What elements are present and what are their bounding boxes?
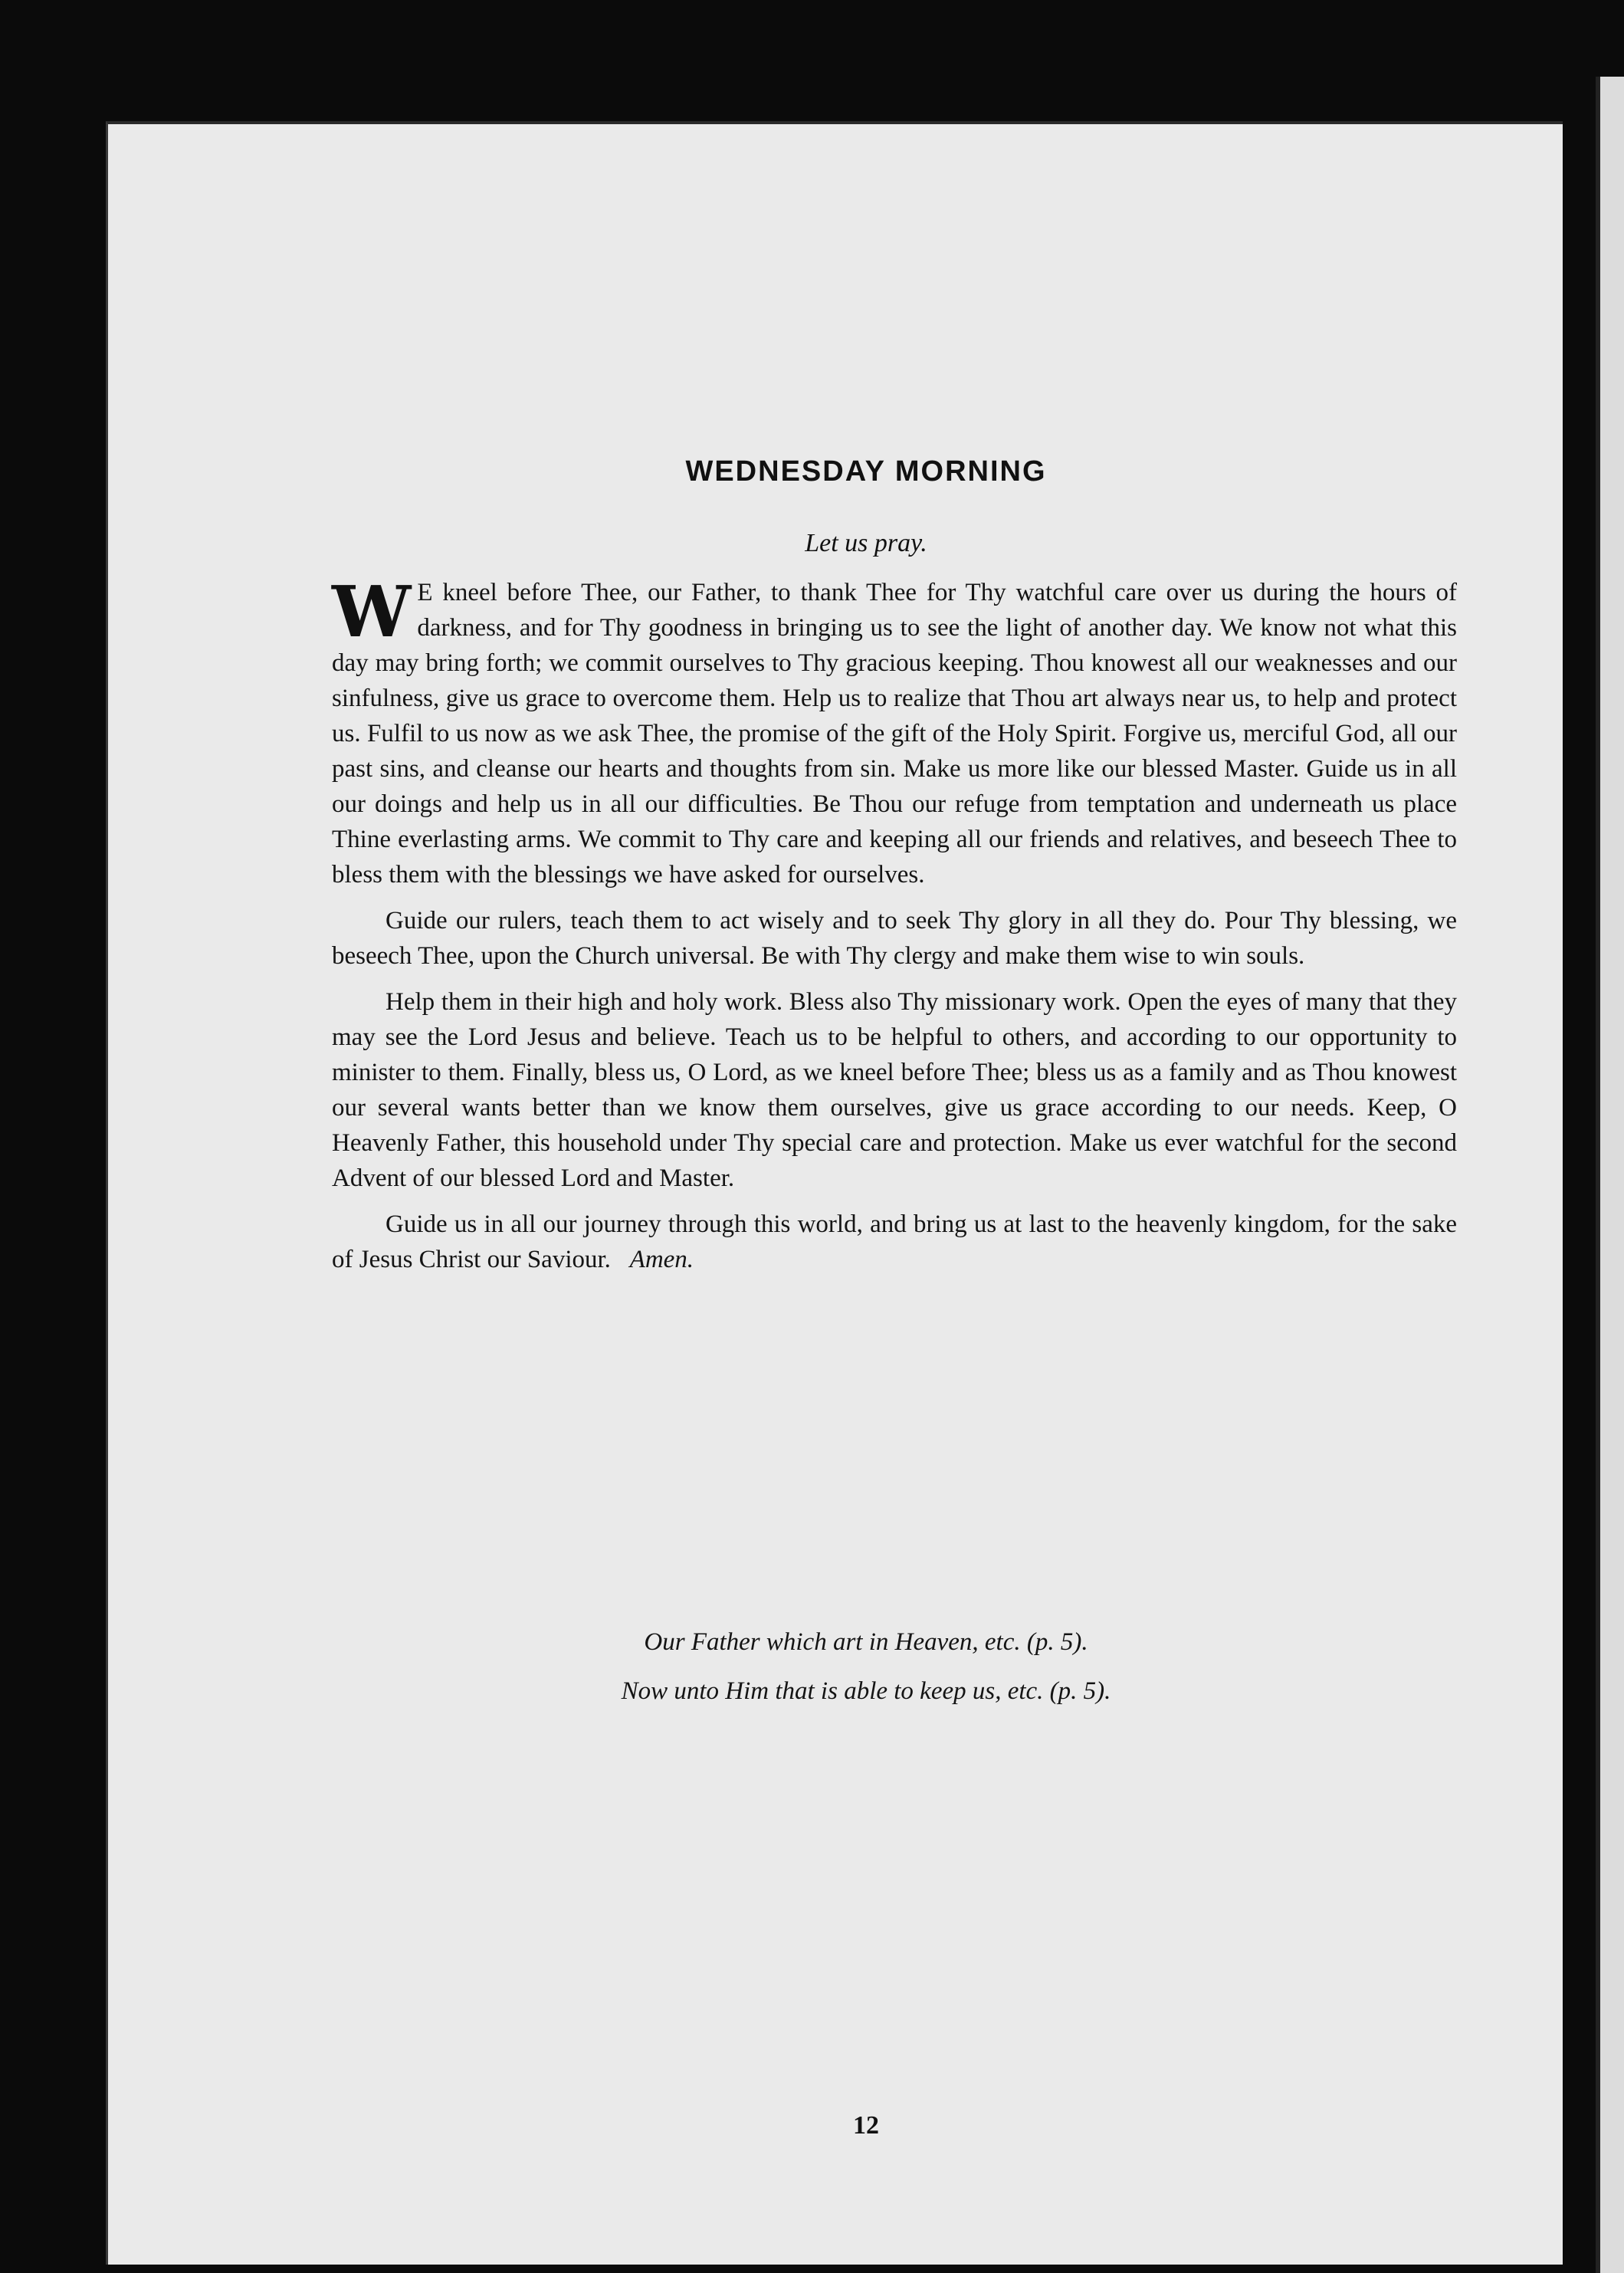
- paragraph-4-text: Guide us in all our journey through this world, and bring us at last to the heavenly kingdom, for the sake of Jesus Christ our Saviour.: [332, 1210, 1457, 1273]
- paragraph-1-text: E kneel before Thee, our Father, to thank Thee for Thy watchful care over us during the hours of darkness, and for Thy goodness in bringing us to see the light of another day. We know not what this day may bring forth; we commit ourselves to Thy gracious keeping. Thou knowest all our weaknesses and our sinfulness, give us grace to overcome them. Help us to realize that Thou art always near us, to help and protect us. Fulfil to us now as we ask Thee, the promise of the gift of the Holy Spirit. Forgive us, merciful God, all our past sins, and cleanse our hearts and thoughts from sin. Make us more like our blessed Master. Guide us in all our doings and help us in all our difficulties. Be Thou our refuge from temptation and underneath us place Thine everlasting arms. We commit to Thy care and keeping all our friends and relatives, and beseech Thee to bless them with the blessings we have asked for ourselves.: [332, 579, 1457, 889]
- page-title: WEDNESDAY MORNING: [685, 455, 1047, 488]
- paragraph-2: Guide our rulers, teach them to act wisely and to seek Thy glory in all they do. Pour Thy blessing, we beseech Thee, upon the Church universal. Be with Thy clergy and make them wise to win souls.: [332, 907, 1457, 970]
- paragraph-1: [332, 570, 1457, 892]
- adjacent-page-edge: [1596, 77, 1624, 2273]
- prayer-body: [332, 570, 1457, 1288]
- drop-cap: W: [332, 570, 407, 653]
- closing-line-2: Now unto Him that is able to keep us, etc. (p. 5).: [621, 1677, 1111, 1705]
- book-page: [106, 121, 1563, 2265]
- paragraph-3: Help them in their high and holy work. Bless also Thy missionary work. Open the eyes of many that they may see the Lord Jesus and believe. Teach us to be helpful to others, and according to our opportunity to minister to them. Finally, bless us, O Lord, as we kneel before Thee; bless us as a family and as Thou knowest our several wants better than we know them ourselves, give us grace according to our needs. Keep, O Heavenly Father, this household under Thy special care and protection. Make us ever watchful for the second Advent of our blessed Lord and Master.: [332, 988, 1457, 1192]
- paragraph-4: [332, 1207, 1457, 1277]
- prayer-intro: Let us pray.: [805, 529, 927, 557]
- page-number: 12: [853, 2111, 879, 2140]
- amen-text: Amen.: [629, 1246, 694, 1273]
- closing-line-1: Our Father which art in Heaven, etc. (p. 5).: [644, 1628, 1088, 1656]
